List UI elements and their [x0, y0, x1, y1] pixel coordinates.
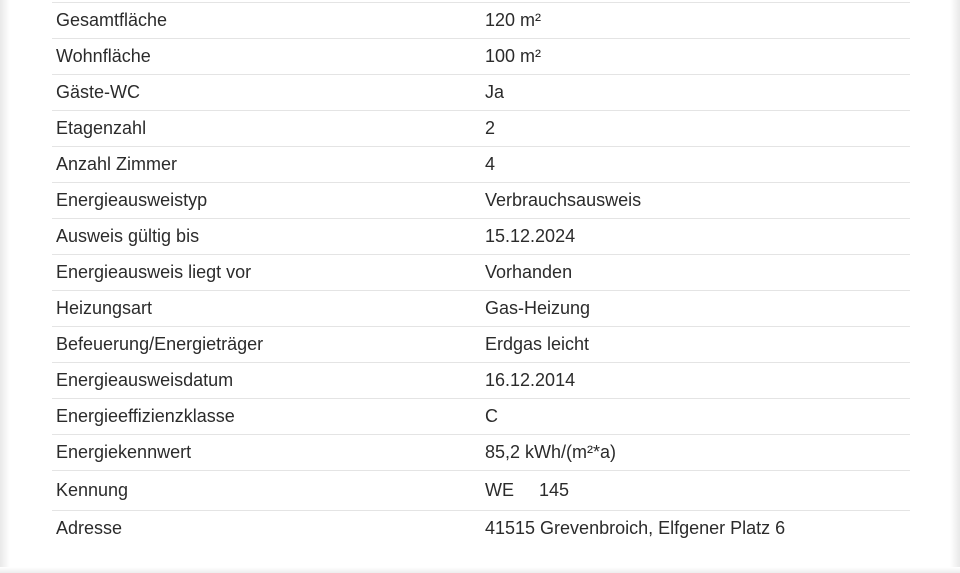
page-edge-right: [950, 0, 960, 573]
table-row-gesamtflaeche: [52, 3, 910, 39]
table-row-ausweis-gueltig-bis: [52, 219, 910, 255]
property-details-table: [52, 2, 910, 546]
table-row-etagenzahl: [52, 111, 910, 147]
row-value: 100 m²: [485, 46, 542, 66]
table-row-energieausweis-liegt-vor: [52, 255, 910, 291]
row-label: Energieausweistyp: [56, 190, 208, 210]
row-value: 120 m²: [485, 10, 542, 30]
row-label: Energiekennwert: [56, 442, 192, 462]
row-label: Ausweis gültig bis: [56, 226, 200, 246]
table-row-anzahl-zimmer: [52, 147, 910, 183]
row-value: 85,2 kWh/(m²*a): [485, 442, 617, 462]
row-value: Vorhanden: [485, 262, 573, 282]
table-row-wohnflaeche: [52, 39, 910, 75]
row-value: 41515 Grevenbroich, Elfgener Platz 6: [485, 518, 786, 538]
row-value: 4: [485, 154, 496, 174]
row-value: C: [485, 406, 498, 426]
row-label: Heizungsart: [56, 298, 153, 318]
row-value: Erdgas leicht: [485, 334, 590, 354]
table-row-energieausweistyp: [52, 183, 910, 219]
page-edge-left: [0, 0, 10, 573]
row-value: 2: [485, 118, 496, 138]
row-label: Gäste-WC: [56, 82, 141, 102]
row-label: Kennung: [56, 480, 129, 500]
row-value: Ja: [485, 82, 505, 102]
table-row-adresse: [52, 511, 910, 546]
row-value: Gas-Heizung: [485, 298, 591, 318]
table-row-gaeste-wc: [52, 75, 910, 111]
row-value: WE 145: [485, 480, 570, 500]
table-row-energiekennwert: [52, 435, 910, 471]
row-label: Anzahl Zimmer: [56, 154, 178, 174]
row-label: Energieausweis liegt vor: [56, 262, 252, 282]
row-label: Etagenzahl: [56, 118, 147, 138]
row-value: 16.12.2014: [485, 370, 576, 390]
row-label: Energieausweisdatum: [56, 370, 234, 390]
row-value: Verbrauchsausweis: [485, 190, 642, 210]
table-row-energieeffizienzklasse: [52, 399, 910, 435]
row-value: 15.12.2024: [485, 226, 576, 246]
row-label: Gesamtfläche: [56, 10, 168, 30]
row-label: Energieeffizienzklasse: [56, 406, 235, 426]
table-row-energieausweisdatum: [52, 363, 910, 399]
table-row-befeuerung: [52, 327, 910, 363]
page-edge-bottom: [0, 567, 960, 573]
row-label: Adresse: [56, 518, 123, 538]
row-label: Wohnfläche: [56, 46, 151, 66]
row-label: Befeuerung/Energieträger: [56, 334, 264, 354]
table-row-kennung: [52, 471, 910, 511]
table-row-heizungsart: [52, 291, 910, 327]
